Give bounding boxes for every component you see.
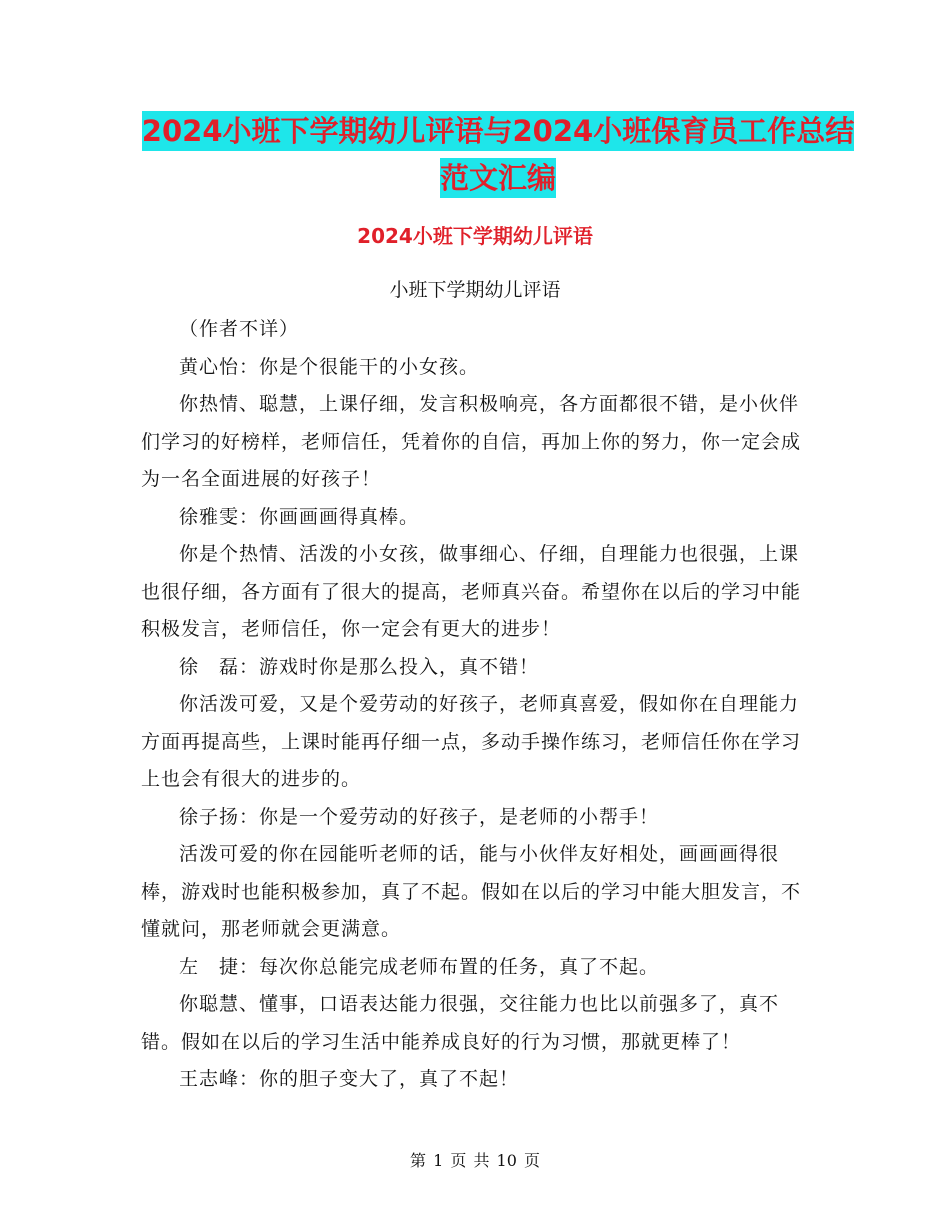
paragraph: 你聪慧、懂事，口语表达能力很强，交往能力也比以前强多了，真不错。假如在以后的学习生活中能养成良好的行为习惯，那就更棒了！ (141, 993, 780, 1053)
paragraph: 你热情、聪慧，上课仔细，发言积极响亮，各方面都很不错，是小伙伴们学习的好榜样，老师信任，凭着你的自信，再加上你的努力，你一定会成为一名全面进展的好孩子！ (141, 393, 802, 490)
title-line-1: 2024小班下学期幼儿评语与2024小班保育员工作总结 (142, 111, 854, 151)
paragraph: 徐雅雯：你画画画得真棒。 (179, 505, 420, 528)
body-text (141, 311, 801, 1099)
paragraph: 活泼可爱的你在园能听老师的话，能与小伙伴友好相处，画画画得很棒，游戏时也能积极参加，真了不起。假如在以后的学习中能大胆发言，不懂就问，那老师就会更满意。 (141, 843, 802, 940)
document-title (140, 108, 856, 202)
section-heading: 2024小班下学期幼儿评语 (357, 224, 593, 248)
title-line-2: 范文汇编 (440, 158, 556, 198)
paragraph: （作者不详） (179, 318, 300, 340)
paragraph: 徐子扬：你是一个爱劳动的好孩子，是老师的小帮手！ (179, 805, 660, 828)
paragraph: 你活泼可爱，又是个爱劳动的好孩子，老师真喜爱，假如你在自理能力方面再提高些，上课时能再仔细一点，多动手操作练习，老师信任你在学习上也会有很大的进步的。 (141, 693, 802, 790)
paragraph: 你是个热情、活泼的小女孩，做事细心、仔细，自理能力也很强，上课也很仔细，各方面有了很大的提高，老师真兴奋。希望你在以后的学习中能积极发言，老师信任，你一定会有更大的进步！ (141, 543, 802, 640)
page-footer: 第 1 页 共 10 页 (410, 1151, 540, 1170)
paragraph: 黄心怡：你是个很能干的小女孩。 (179, 355, 480, 378)
paragraph: 左 捷：每次你总能完成老师布置的任务，真了不起。 (179, 955, 660, 978)
paragraph: 王志峰：你的胆子变大了，真了不起！ (179, 1068, 520, 1090)
section-subtitle: 小班下学期幼儿评语 (389, 279, 561, 301)
paragraph: 徐 磊：游戏时你是那么投入，真不错！ (179, 655, 540, 678)
